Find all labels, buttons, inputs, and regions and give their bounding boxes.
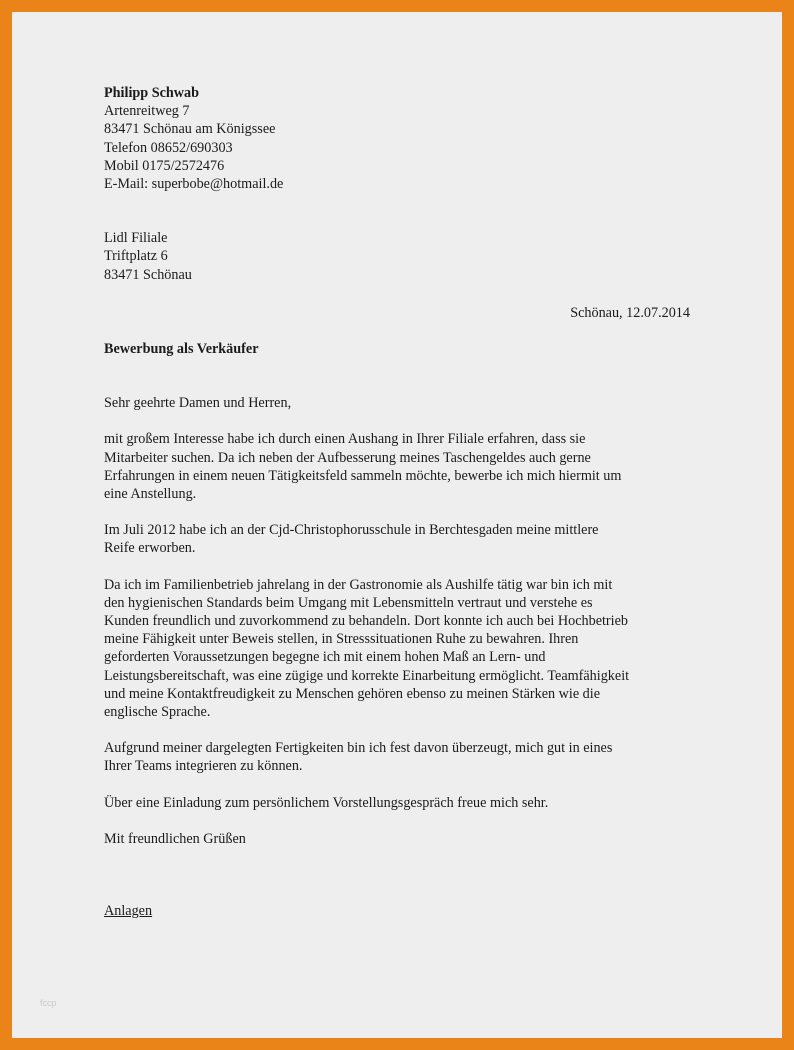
closing: Mit freundlichen Grüßen <box>104 830 246 847</box>
sender-email: E-Mail: superbobe@hotmail.de <box>104 176 284 193</box>
paragraph-line: den hygienischen Standards beim Umgang mit Lebensmitteln vertraut und verstehe es <box>104 594 593 611</box>
paragraph-line: Kunden freundlich und zuvorkommend zu behandeln. Dort konnte ich auch bei Hochbetrieb <box>104 613 628 630</box>
paragraph-line: Im Juli 2012 habe ich an der Cjd-Christophorusschule in Berchtesgaden meine mittlere <box>104 522 599 539</box>
paragraph <box>104 739 690 775</box>
paragraph-line: geforderten Voraussetzungen begegne ich mit einem hohen Maß an Lern- und <box>104 649 546 666</box>
paragraph <box>104 430 690 503</box>
recipient-street: Triftplatz 6 <box>104 248 168 265</box>
sender-city: 83471 Schönau am Königssee <box>104 121 276 138</box>
paragraph <box>104 794 690 812</box>
watermark: fccp <box>40 998 57 1008</box>
paragraph-line: meine Fähigkeit unter Beweis stellen, in Stresssituationen Ruhe zu bewahren. Ihren <box>104 631 579 648</box>
paragraph-line: Da ich im Familienbetrieb jahrelang in der Gastronomie als Aushilfe tätig war bin ich mit <box>104 576 613 593</box>
sender-block <box>104 84 690 193</box>
letter-subject: Bewerbung als Verkäufer <box>104 341 259 358</box>
paragraph-line: Über eine Einladung zum persönlichem Vorstellungsgespräch freue mich sehr. <box>104 794 549 811</box>
paragraph-line: mit großem Interesse habe ich durch einen Aushang in Ihrer Filiale erfahren, dass sie <box>104 431 586 448</box>
document-page <box>12 12 782 1038</box>
paragraph-line: Reife erworben. <box>104 540 196 557</box>
letter-date: Schönau, 12.07.2014 <box>570 304 690 321</box>
paragraph-line: Aufgrund meiner dargelegten Fertigkeiten bin ich fest davon überzeugt, mich gut in eines <box>104 740 613 757</box>
paragraph <box>104 576 690 722</box>
sender-street: Artenreitweg 7 <box>104 103 190 120</box>
recipient-block <box>104 229 690 284</box>
paragraph-line: Ihrer Teams integrieren zu können. <box>104 758 303 775</box>
letter-body <box>104 84 690 920</box>
sender-name: Philipp Schwab <box>104 85 200 101</box>
paragraph-line: Mitarbeiter suchen. Da ich neben der Aufbesserung meines Taschengeldes auch gerne <box>104 449 591 466</box>
attachments-label: Anlagen <box>104 903 153 920</box>
paragraph-line: englische Sprache. <box>104 704 211 721</box>
sender-mobile: Mobil 0175/2572476 <box>104 157 225 174</box>
paragraph-line: und meine Kontaktfreudigkeit zu Menschen gehören ebenso zu meinen Stärken wie die <box>104 685 601 702</box>
salutation: Sehr geehrte Damen und Herren, <box>104 395 292 412</box>
sender-phone: Telefon 08652/690303 <box>104 139 233 156</box>
recipient-name: Lidl Filiale <box>104 230 168 247</box>
recipient-city: 83471 Schönau <box>104 266 192 283</box>
paragraph-line: Erfahrungen in einem neuen Tätigkeitsfeld sammeln möchte, bewerbe ich mich hiermit um <box>104 467 622 484</box>
paragraph-line: eine Anstellung. <box>104 486 197 503</box>
paragraph-line: Leistungsbereitschaft, was eine zügige und korrekte Einarbeitung ermöglicht. Teamfähigkeit <box>104 667 630 684</box>
paragraph <box>104 521 690 557</box>
